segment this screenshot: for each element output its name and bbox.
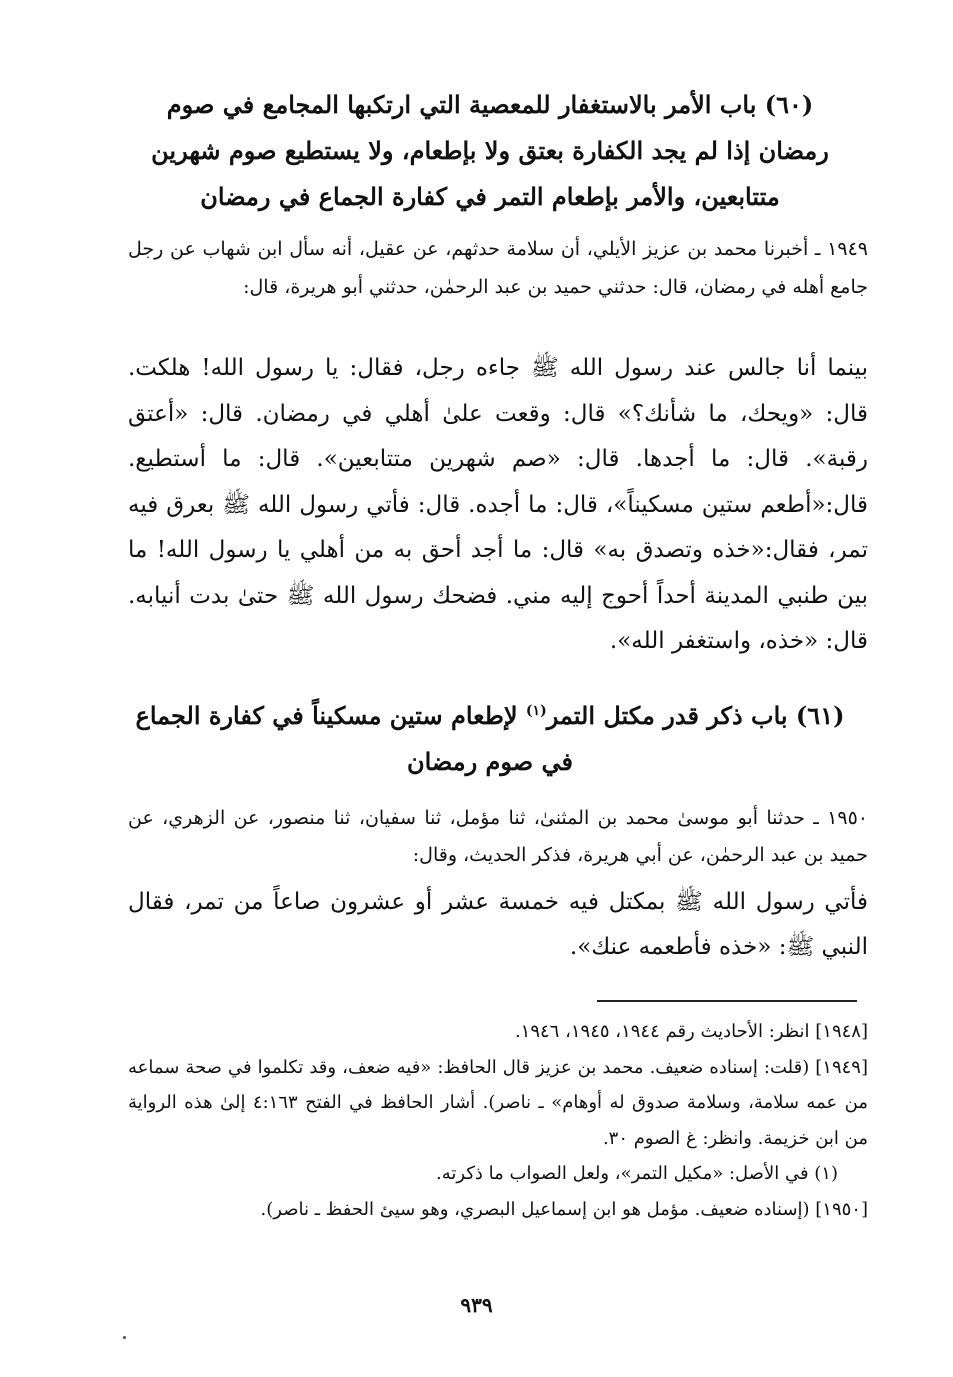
hadith-1949-isnad: ١٩٤٩ ـ أخبرنا محمد بن عزيز الأيلي، أن سلامة حدثهم، عن عقيل، أنه سأل ابن شهاب عن رجل جامع أهله في رمضان، قال: حدثني حميد بن عبد الرحمٰن، حدثني أبو هريرة، قال: [128, 238, 868, 298]
footnote-1: (١) في الأصل: «مكيل التمر»، ولعل الصواب ما ذكرته. [436, 1163, 838, 1184]
hadith-1950-isnad: ١٩٥٠ ـ حدثنا أبو موسىٰ محمد بن المثنىٰ، ثنا مؤمل، ثنا سفيان، ثنا منصور، عن الزهري، عن حميد بن عبد الرحمٰن، عن أبي هريرة، فذكر الحديث، وقال: [128, 807, 868, 866]
scan-speck [123, 1336, 126, 1339]
footnote-1950: [١٩٥٠] (إسناده ضعيف. مؤمل هو ابن إسماعيل البصري، وهو سيئ الحفظ ـ ناصر). [260, 1198, 868, 1220]
footnote-separator [597, 1000, 857, 1002]
footnotes [128, 1014, 868, 1227]
chapter-61-heading-end: لإطعام ستين مسكيناً في كفارة الجماع في صوم رمضان [135, 701, 574, 776]
hadith-1949-text: بينما أنا جالس عند رسول الله ﷺ جاءه رجل، فقال: يا رسول الله! هلكت. قال: «ويحك، ما شأنك؟» قال: وقعت علىٰ أهلي في رمضان. قال: «أعتق رقبة». قال: ما أجدها. قال: «صم شهرين متتابعين». قال: ما أستطيع. قال:«أطعم ستين مسكيناً»، قال: ما أجده. قال: فأتي رسول الله ﷺ بعرق فيه تمر، فقال:«خذه وتصدق به» قال: ما أجد أحق به من أهلي يا رسول الله! ما بين طنبي المدينة أحداً أحوج إليه مني. فضحك رسول الله ﷺ حتىٰ بدت أنيابه. قال: «خذه، واستغفر الله». [128, 355, 868, 654]
footnote-marker: (١) [525, 703, 547, 719]
footnote-1948: [١٩٤٨] انظر: الأحاديث رقم ١٩٤٤، ١٩٤٥، ١٩٤٦. [514, 1021, 868, 1042]
chapter-61-heading [130, 693, 850, 785]
page-number: ٩٣٩ [460, 1293, 493, 1317]
chapter-60-heading: (٦٠) باب الأمر بالاستغفار للمعصية التي ارتكبها المجامع في صوم رمضان إذا لم يجد الكفارة بعتق ولا بإطعام، ولا يستطيع صوم شهرين متتابعين، والأمر بإطعام التمر في كفارة الجماع في رمضان [151, 90, 829, 211]
footnote-1949: [١٩٤٩] (قلت: إسناده ضعيف. محمد بن عزيز قال الحافظ: «فيه ضعف، وقد تكلموا في صحة سماعه من عمه سلامة، وسلامة صدوق له أوهام» ـ ناصر). أشار الحافظ في الفتح ٤:١٦٣ إلىٰ هذه الرواية من ابن خزيمة. وانظر: غ الصوم ٣٠. [128, 1056, 868, 1149]
hadith-1950-text: فأتي رسول الله ﷺ بمكتل فيه خمسة عشر أو عشرون صاعاً من تمر، فقال النبي ﷺ: «خذه فأطعمه عنك». [128, 889, 868, 960]
chapter-61-heading-start: (٦١) باب ذكر قدر مكتل التمر [546, 701, 845, 730]
